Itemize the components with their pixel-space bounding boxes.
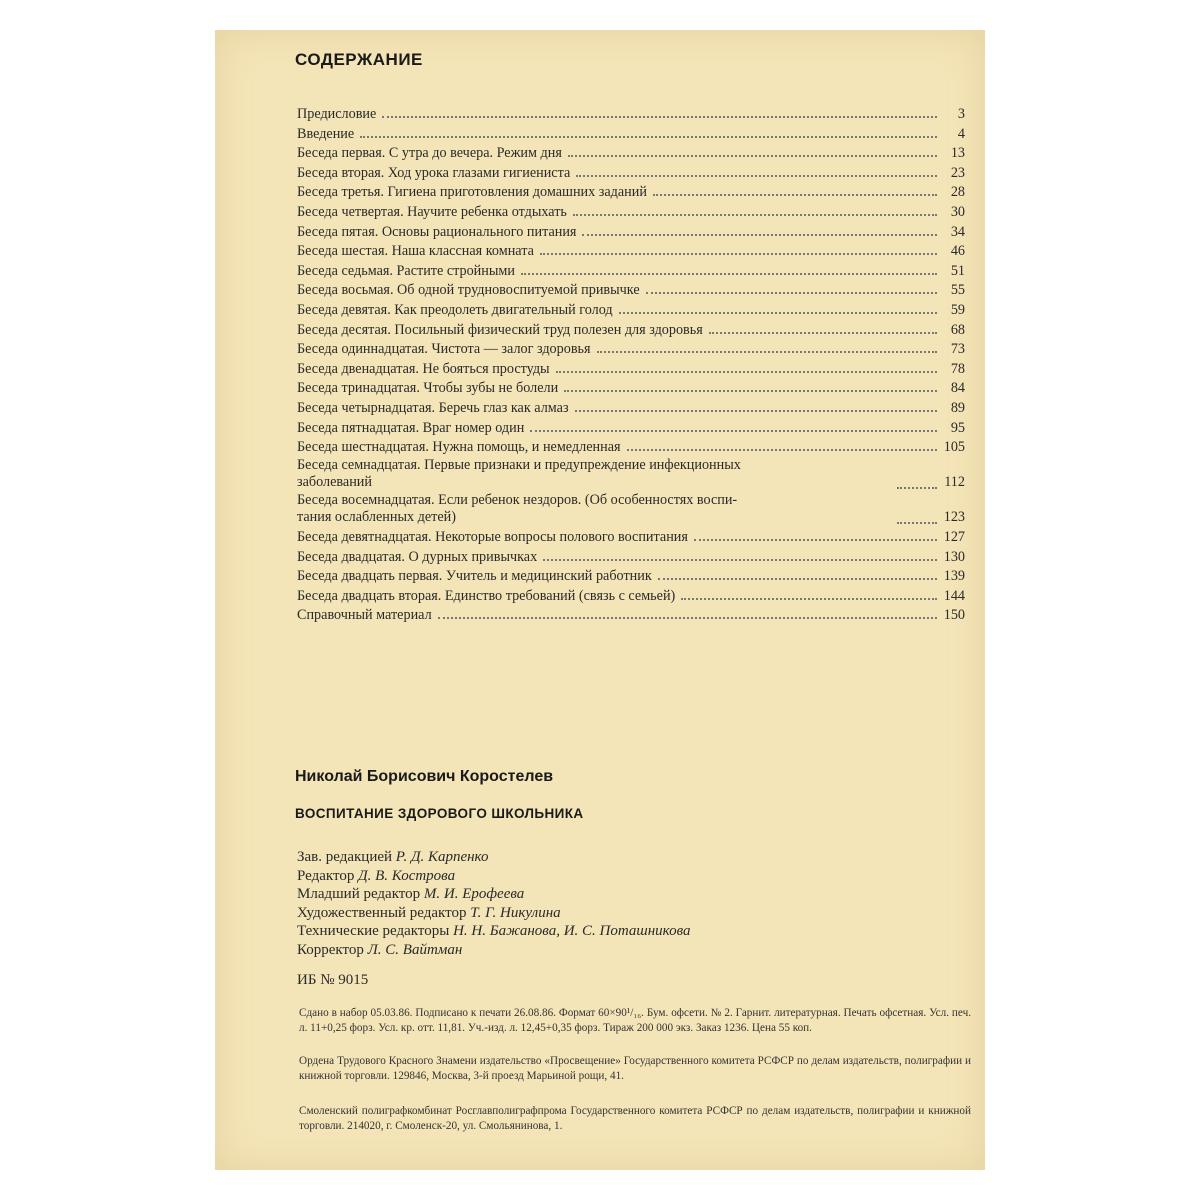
toc-entry (297, 437, 965, 457)
toc-entry (297, 182, 965, 202)
toc-leader-dots (619, 300, 937, 314)
toc-entry (297, 104, 965, 124)
toc-page-number: 84 (950, 380, 965, 397)
toc-heading: СОДЕРЖАНИЕ (295, 50, 423, 69)
toc-entry (297, 163, 965, 183)
toc-page-number: 30 (950, 203, 965, 220)
toc-page-number: 139 (943, 568, 965, 585)
publisher-info: Ордена Трудового Красного Знамени издательство «Просвещение» Государственного комитета РСФСР по делам издательств, полиграфии и книжной торговли. 129846, Москва, 3-й проезд Марьиной рощи, 41. (299, 1055, 971, 1082)
toc-entry (297, 143, 965, 163)
toc-page-number: 112 (944, 474, 965, 491)
print-details: Сдано в набор 05.03.86. Подписано к печати 26.08.86. Формат 60×90¹/₁₆. Бум. офсети. № 2. Гарнит. литературная. Печать офсетная. Усл. печ. л. 11+0,25 форз. Усл. кр. отт. 11,81. Уч.-изд. л. 12,45+0,35 форз. Тираж 200 000 экз. Заказ 1236. Цена 55 коп. (299, 1007, 971, 1034)
toc-entry-title: Беседа восьмая. Об одной трудновоспитуемой привычке (297, 282, 640, 299)
toc-page-number: 78 (950, 360, 965, 377)
credit-name: Н. Н. Бажанова, И. С. Поташникова (453, 923, 691, 939)
toc-entry-title-line: тания ослабленных детей) (297, 509, 456, 526)
ib-number: ИБ № 9015 (297, 972, 369, 988)
toc-entry-title (297, 492, 895, 527)
credit-role: Художественный редактор (297, 904, 467, 921)
credit-role: Редактор (297, 867, 355, 884)
toc-entry-title: Беседа седьмая. Растите стройными (297, 262, 515, 279)
toc-page-number: 51 (950, 262, 965, 279)
toc-page-number: 68 (950, 321, 965, 338)
toc-leader-dots (573, 202, 937, 216)
toc-entries-part-1 (297, 104, 965, 457)
toc-leader-dots (382, 104, 937, 118)
toc-entry-title: Беседа двадцать первая. Учитель и медицинский работник (297, 568, 652, 585)
credit-role: Корректор (297, 941, 364, 958)
toc-page-number: 59 (950, 301, 965, 318)
toc-entry-title (297, 457, 895, 492)
toc-leader-dots (653, 182, 937, 196)
toc-leader-dots (568, 143, 937, 157)
toc-entry (297, 457, 965, 492)
toc-entry (297, 320, 965, 340)
credit-name: Т. Г. Никулина (470, 904, 561, 921)
toc-entry (297, 222, 965, 242)
credit-name: Л. С. Вайтман (367, 941, 463, 958)
toc-page-number: 34 (950, 223, 965, 240)
toc-page-number: 73 (950, 341, 965, 358)
toc-entry (297, 202, 965, 222)
toc-leader-dots (530, 418, 937, 432)
toc-leader-dots (521, 261, 937, 275)
toc-page-number: 89 (950, 399, 965, 416)
toc-page-number: 144 (943, 587, 965, 604)
toc-page-number: 123 (943, 509, 965, 526)
toc-entry-title-line: заболеваний (297, 474, 372, 491)
toc-entry (297, 547, 965, 567)
toc-leader-dots (575, 398, 937, 412)
toc-leader-dots (694, 527, 937, 541)
toc-entry-title: Беседа пятая. Основы рационального питания (297, 223, 577, 240)
toc-leader-dots (543, 547, 937, 561)
toc-page-number: 55 (950, 282, 965, 299)
toc-entry-title: Беседа третья. Гигиена приготовления домашних заданий (297, 184, 647, 201)
credit-role: Технические редакторы (297, 923, 450, 939)
toc-entry (297, 398, 965, 418)
toc-leader-dots (438, 605, 937, 619)
toc-page-number: 23 (950, 164, 965, 181)
credit-name: М. И. Ерофеева (423, 886, 525, 902)
toc-entry (297, 566, 965, 586)
toc-entry (297, 378, 965, 398)
toc-entry (297, 261, 965, 281)
toc-leader-dots (897, 510, 937, 524)
toc-entry-title: Беседа пятнадцатая. Враг номер один (297, 419, 525, 436)
toc-entry-title-line: Беседа восемнадцатая. Если ребенок нездоров. (Об особенностях воспи- (297, 491, 738, 508)
toc-leader-dots (576, 163, 937, 177)
credit-name: Р. Д. Карпенко (395, 849, 489, 865)
toc-leader-dots (540, 241, 937, 255)
toc-page-number: 13 (950, 145, 965, 162)
toc-entry-title: Беседа тринадцатая. Чтобы зубы не болели (297, 380, 559, 397)
table-of-contents (297, 104, 965, 625)
book-page (215, 30, 985, 1170)
toc-leader-dots (897, 475, 937, 489)
toc-page-number: 4 (957, 125, 965, 142)
toc-leader-dots (556, 359, 937, 373)
toc-page-number: 3 (957, 106, 965, 122)
editorial-credits (297, 848, 691, 959)
credit-line (297, 867, 691, 886)
toc-entry-title: Беседа четырнадцатая. Беречь глаз как алмаз (297, 399, 569, 416)
toc-leader-dots (564, 378, 937, 392)
toc-page-number: 127 (943, 529, 965, 546)
toc-entry-title: Предисловие (297, 106, 377, 122)
toc-entry (297, 527, 965, 547)
credit-line (297, 848, 691, 867)
toc-entry (297, 280, 965, 300)
toc-page-number: 95 (950, 419, 965, 436)
toc-page-number: 46 (950, 243, 965, 260)
toc-leader-dots (709, 320, 937, 334)
toc-leader-dots (658, 566, 937, 580)
toc-entry-title: Беседа десятая. Посильный физический труд полезен для здоровья (297, 321, 703, 338)
credit-name: Д. В. Кострова (358, 867, 456, 884)
toc-entry-title-line: Беседа семнадцатая. Первые признаки и предупреждение инфекционных (297, 456, 741, 473)
toc-entry (297, 605, 965, 625)
credit-line (297, 922, 691, 941)
toc-page-number: 150 (943, 607, 965, 624)
toc-page-number: 130 (943, 548, 965, 565)
toc-entry-title: Беседа двадцать вторая. Единство требований (связь с семьей) (297, 587, 676, 604)
toc-entry-title: Беседа вторая. Ход урока глазами гигиениста (297, 164, 571, 181)
toc-entry-title: Беседа первая. С утра до вечера. Режим дня (297, 145, 562, 162)
printer-info: Смоленский полиграфкомбинат Росглавполиграфпрома Государственного комитета РСФСР по делам издательств, полиграфии и книжной торговли. 214020, г. Смоленск-20, ул. Смольянинова, 1. (299, 1105, 971, 1132)
toc-entry (297, 418, 965, 438)
toc-leader-dots (582, 222, 937, 236)
toc-entry-title: Введение (297, 125, 355, 142)
toc-entry (297, 124, 965, 144)
toc-entry-title: Беседа одиннадцатая. Чистота — залог здоровья (297, 341, 591, 358)
toc-page-number: 105 (943, 439, 965, 456)
toc-entry-title: Беседа девятнадцатая. Некоторые вопросы полового воспитания (297, 529, 688, 546)
toc-leader-dots (646, 280, 937, 294)
toc-leader-dots (627, 437, 937, 451)
toc-entry (297, 339, 965, 359)
book-title: ВОСПИТАНИЕ ЗДОРОВОГО ШКОЛЬНИКА (295, 806, 584, 821)
toc-entry-title: Беседа шестая. Наша классная комната (297, 243, 534, 260)
credit-role: Зав. редакцией (297, 849, 393, 865)
credit-line (297, 885, 691, 904)
toc-entry (297, 492, 965, 527)
author-name: Николай Борисович Коростелев (295, 768, 554, 785)
toc-entry-title: Беседа девятая. Как преодолеть двигательный голод (297, 301, 613, 318)
toc-entry-title: Справочный материал (297, 607, 432, 624)
toc-entry-title: Беседа шестнадцатая. Нужна помощь, и немедленная (297, 439, 621, 456)
credit-line (297, 941, 691, 960)
toc-leader-dots (597, 339, 937, 353)
toc-leader-dots (681, 586, 937, 600)
toc-entry-title: Беседа двадцатая. О дурных привычках (297, 548, 538, 565)
toc-entries-part-2 (297, 527, 965, 625)
toc-entry (297, 586, 965, 606)
toc-entry (297, 300, 965, 320)
toc-entry-title: Беседа четвертая. Научите ребенка отдыхать (297, 203, 567, 220)
toc-entry (297, 241, 965, 261)
toc-leader-dots (360, 124, 937, 138)
credit-role: Младший редактор (297, 886, 421, 902)
credit-line (297, 904, 691, 923)
toc-entry (297, 359, 965, 379)
toc-page-number: 28 (950, 184, 965, 201)
toc-entry-title: Беседа двенадцатая. Не бояться простуды (297, 360, 550, 377)
